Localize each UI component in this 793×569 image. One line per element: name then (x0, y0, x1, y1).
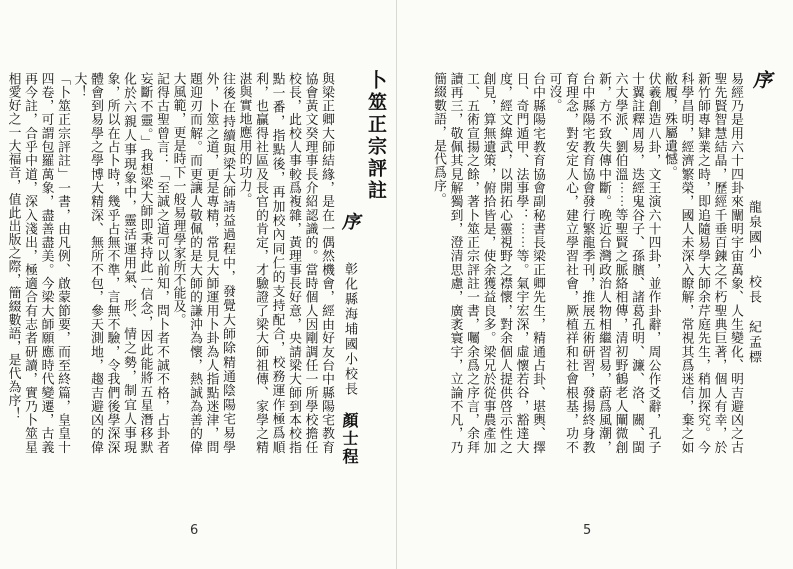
page-number-right: 5 (583, 523, 592, 538)
right-page (397, 0, 793, 569)
byline-name: 紀孟標 (746, 320, 761, 365)
byline-right (744, 200, 763, 560)
left-page (0, 0, 396, 569)
byline-role: 校長 (746, 275, 761, 305)
byline-left-org: 彰化縣海埔國小校長 (342, 262, 357, 397)
book-gutter (396, 0, 397, 569)
byline-left-heading: 序 (339, 212, 360, 232)
byline-org: 龍泉國小 (746, 200, 761, 260)
page-number-left: 6 (190, 523, 199, 538)
byline-left (336, 212, 362, 552)
preface-body-right: 易經乃是用六十四卦來闡明宇宙萬象、人生變化、明吉避凶之古聖先賢智慧結晶，歷經千垂百鍊之不朽聖典巨著，個人有幸，於新竹師專肄業之時，即追隨易學大師余芹庭先生，稍加探究。今科學昌明，經濟繁榮，國人未深入瞭解，常視其爲迷信，棄之如敝履，殊屬遺憾。 伏羲創造八卦，文王演六十四卦，並作卦辭，周公作爻辭，孔子十翼註釋周易，迭經鬼谷子、孫臏、諸葛孔明、濂、洛、關、閩六大學派、劉伯溫⋯⋯等聖賢之脈絡相傳，清初野鶴老人闡微創新，方不致失傳中斷。晚近台灣政治人物相繼習易，蔚爲風潮，台中縣陽宅教育協會發行繁龍季刊，推展五術研習，發揚終身教育理念，對安定人心，建立學習社會，厥植祥和社會根基，功不可沒。 台中縣陽宅教育協會副秘書長梁正卿先生，精通占卦、堪輿、擇日、奇門遁甲、法事學：⋯⋯等。氣宇宏深，虛懷若谷，豁達大度，經文緯武，以開拓心靈視野之襟懷，對余個人提供啓示性之創見，算無遺策，俯拾皆是，使余獲益良多。梁兄於從事農產加工、五術宣揚之餘，著卜筮正宗評註一書，囑余爲之序言，余拜讀再三，敬佩其見解獨到，澄清思慮，廣袤寰宇，立論不凡，乃簡綴數語，是代爲序。 (431, 72, 743, 454)
preface-heading-right: 序 (750, 70, 772, 92)
byline-left-name: 顏士程 (340, 412, 359, 466)
book-title: 卜筮正宗評註 (365, 70, 387, 202)
preface-body-left: 與梁正卿大師結緣，是在一偶然機會，經由好友台中縣陽宅教育協會黃文癸理事長介紹認識的。當時個人因剛調任一所學校擔任校長，此校人事較爲複雜，黃理事長好意，央請梁大師到本校指點一番，指點後，再加校內同仁的支持配合，校務運作極爲順利，也贏得社區及長官的肯定，才驗證了梁大師祖傳、家學之精湛與實地應用的功力。 往後在持續與梁大師請益過程中，發覺大師除精通陰陽宅易學外，卜筮之道，更是專精，常見大師運用卜卦為人指點迷津，問題迎刃而解。而更讓人敬佩的是大師的謙沖為懷，熱誠為善的偉大風範，更是時下一般易理學家所不能及。 記得古聖曾言：「至誠之道可以前知，問卜者不誠不格，占卦者妄斷不靈。」我想梁大師即秉持此一信念，因此能將五星潛移默化於六親人事現象中，靈活運用氣、形、情之勢，制宜人事現象，所以在占卜時，幾乎占無不準，言無不驗，令我們後學深深體會到易學之學博大精深、無所不包，參天測地，趨吉避凶的偉大！ 「卜筮正宗評註」一書，由凡例、啟蒙節要，而至終篇，皇皇十四卷，可謂包羅萬象，盡善盡美。今梁大師願應時代變遷，古義再今註，合乎中道，深入淺出，極適合有志者研讀，實乃卜筮星相愛好之一大福音，值此出版之際，簡綴數語，是代為序！ (5, 72, 334, 454)
